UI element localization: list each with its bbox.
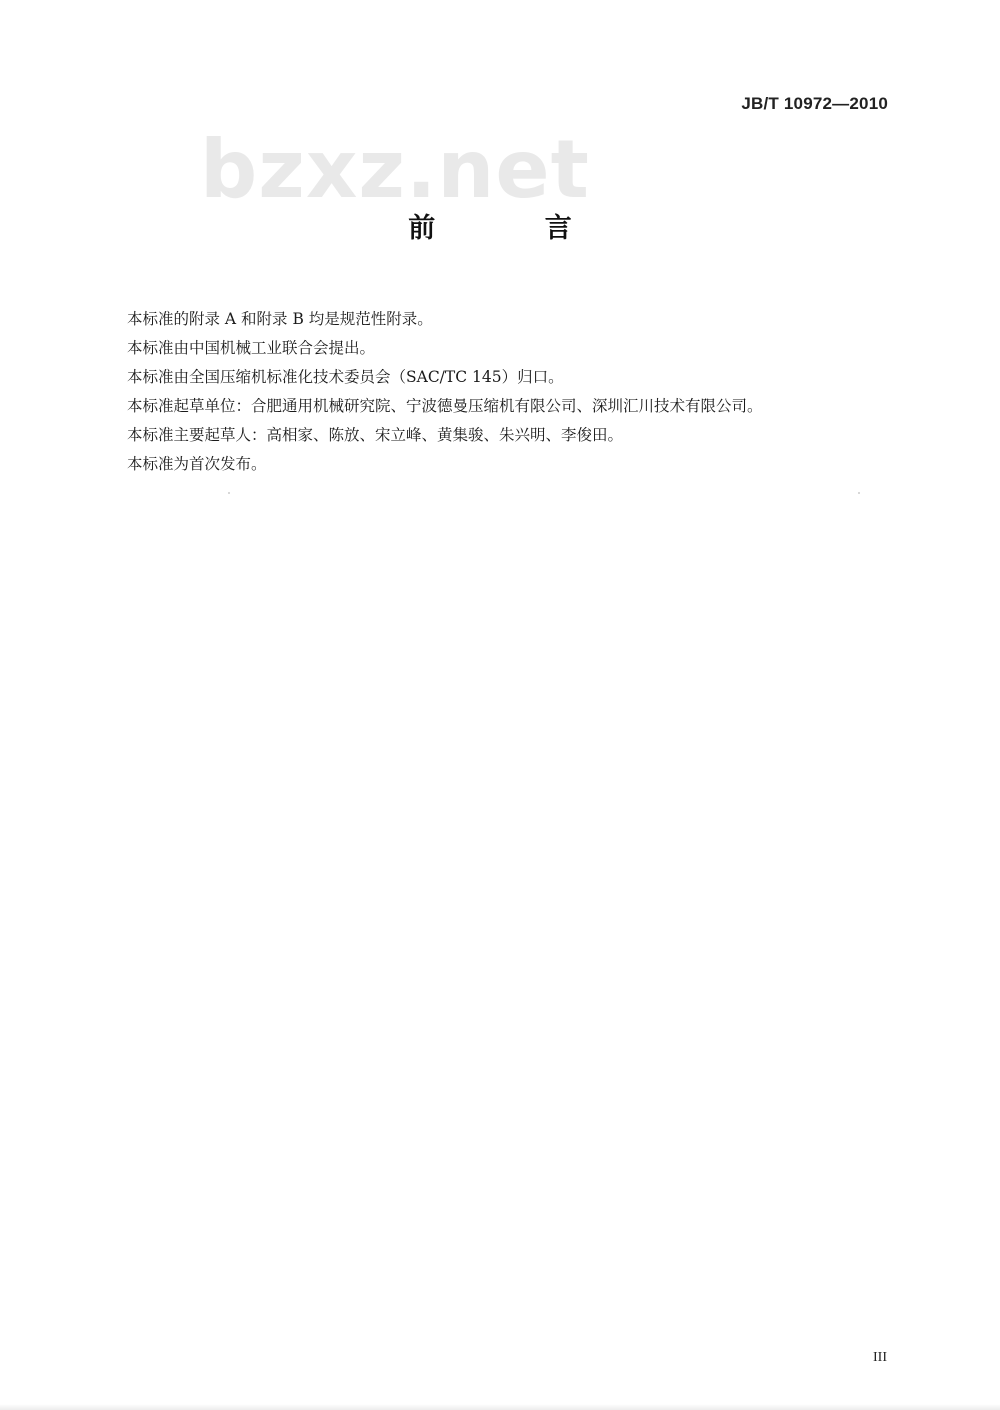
paragraph-annexes: 本标准的附录 A 和附录 B 均是规范性附录。 <box>127 310 433 328</box>
paragraph-technical-committee: 本标准由全国压缩机标准化技术委员会（SAC/TC 145）归口。 <box>127 368 564 386</box>
foreword-body <box>127 305 887 479</box>
paragraph-drafting-units: 本标准起草单位：合肥通用机械研究院、宁波德曼压缩机有限公司、深圳汇川技术有限公司。 <box>127 397 763 415</box>
paragraph-first-release: 本标准为首次发布。 <box>127 455 267 473</box>
watermark: bzxz.net <box>200 123 590 216</box>
scan-speck <box>858 492 860 494</box>
scan-speck <box>228 492 230 494</box>
paragraph-proposer: 本标准由中国机械工业联合会提出。 <box>127 339 376 357</box>
page-number: III <box>873 1350 887 1365</box>
paragraph-drafters: 本标准主要起草人：高相家、陈放、宋立峰、黄集骏、朱兴明、李俊田。 <box>127 426 624 444</box>
page-bottom-edge <box>0 1404 1000 1410</box>
standard-code-header: JB/T 10972—2010 <box>741 94 888 113</box>
page-title: 前 言 <box>408 213 622 244</box>
